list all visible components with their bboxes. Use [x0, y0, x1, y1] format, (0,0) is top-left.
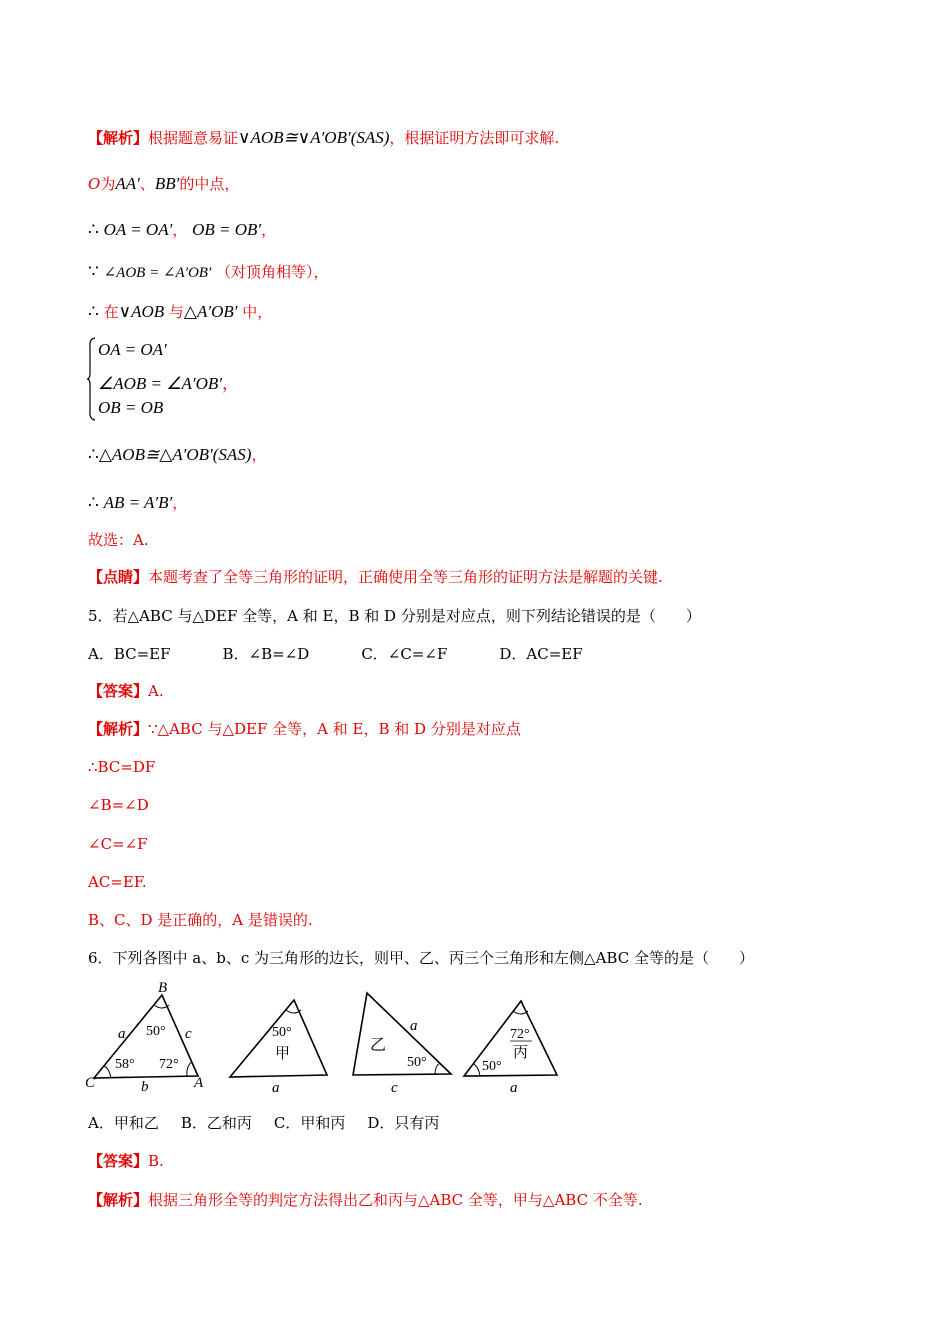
ab-conclusion — [88, 493, 187, 513]
analysis-tag: 【解析】 — [88, 720, 149, 738]
analysis-step-4: AC=EF. — [88, 873, 147, 891]
triangle-abc — [85, 980, 204, 1095]
angle-a-label: 72° — [159, 1057, 179, 1072]
answer-value: A. — [148, 682, 164, 700]
congruence-expression: △AOB≅△A′OB′(SAS) — [98, 445, 252, 464]
analysis-text: 根据题意易证 — [148, 129, 239, 147]
point-o: O — [88, 175, 101, 193]
equation-ab: AB = A′B′ — [103, 493, 173, 512]
vertical-angles-statement — [88, 262, 329, 283]
question-5-answer — [88, 681, 164, 701]
analysis-paragraph-1 — [88, 128, 559, 148]
separator: 、 — [139, 175, 155, 193]
because-symbol: ∵ — [88, 262, 99, 281]
comment-tag: 【点睛】 — [88, 568, 149, 586]
option-d: D．只有丙 — [367, 1114, 440, 1132]
side-a-label: a — [118, 1026, 126, 1042]
system-line-2 — [98, 369, 239, 394]
therefore-symbol: ∴ — [88, 445, 99, 464]
equation-oa: OA = OA′ — [103, 220, 173, 239]
system-line-3: OB = OB — [98, 398, 164, 417]
separator: ， — [261, 221, 277, 239]
equation-ob: OB = OB′ — [192, 220, 262, 239]
jia-name: 甲 — [275, 1046, 291, 1062]
side-c-label: c — [185, 1026, 192, 1042]
midpoint-statement — [88, 174, 239, 194]
segment-bb: BB′ — [154, 174, 180, 193]
angle-c-label: 58° — [115, 1057, 135, 1072]
reason-text: （对顶角相等）， — [216, 263, 329, 281]
analysis-tag: 【解析】 — [88, 1191, 149, 1209]
triangle-a-ob: △A′OB′ — [183, 302, 238, 321]
analysis-step-3: ∠C=∠F — [88, 835, 148, 853]
side-b-label: b — [141, 1079, 149, 1095]
triangle-yi — [353, 993, 451, 1096]
congruence-conclusion — [88, 445, 266, 465]
vertex-c: C — [85, 1075, 96, 1091]
jia-angle-label: 50° — [272, 1025, 292, 1040]
vertex-a: A — [194, 1075, 204, 1091]
triangle-figure — [80, 978, 570, 1098]
yi-name: 乙 — [370, 1037, 387, 1054]
analysis-tag: 【解析】 — [88, 129, 149, 147]
equal-segments-statement — [88, 220, 276, 240]
therefore-symbol: ∴ — [88, 220, 99, 239]
comment-paragraph — [88, 567, 663, 587]
text: 的中点， — [179, 175, 240, 193]
separator: ， — [172, 494, 188, 512]
analysis-step-1: ∴BC=DF — [88, 758, 156, 776]
option-b: B．乙和丙 — [180, 1114, 252, 1132]
angle-equation: ∠AOB = ∠A′OB′ — [103, 265, 212, 281]
system-angle-equation: ∠AOB = ∠A′OB′ — [98, 374, 222, 393]
question-6-analysis — [88, 1190, 643, 1210]
answer-value: B. — [148, 1152, 164, 1170]
bing-name: 丙 — [513, 1045, 529, 1061]
option-c: C．∠C=∠F — [361, 645, 448, 663]
bing-angle-top-label: 72° — [510, 1027, 530, 1042]
analysis-text: 根据三角形全等的判定方法得出乙和丙与△ABC 全等，甲与△ABC 不全等. — [148, 1191, 643, 1209]
therefore-symbol: ∴ — [88, 493, 99, 512]
analysis-text: ∵△ABC 与△DEF 全等，A 和 E，B 和 D 分别是对应点 — [148, 720, 521, 738]
answer-tag: 【答案】 — [88, 1152, 149, 1170]
analysis-conclusion: B、C、D 是正确的，A 是错误的. — [88, 911, 313, 929]
text: 中， — [242, 303, 273, 321]
triangle-bing — [464, 1001, 557, 1096]
option-c: C．甲和丙 — [273, 1114, 346, 1132]
question-6-answer — [88, 1151, 164, 1171]
therefore-symbol: ∴ — [88, 302, 99, 321]
left-brace — [86, 337, 96, 421]
in-triangles-statement — [88, 302, 272, 322]
option-a: A．甲和乙 — [88, 1114, 159, 1132]
separator: ， — [221, 374, 239, 393]
question-6-options — [88, 1113, 461, 1133]
system-line-1: OA = OA′ — [98, 340, 167, 359]
question-6-stem: 6．下列各图中 a、b、c 为三角形的边长，则甲、乙、丙三个三角形和左侧△ABC 全等的是（ ） — [88, 949, 754, 967]
separator: ， — [251, 446, 267, 464]
segment-aa: AA′ — [115, 174, 140, 193]
congruence-expression: ∨AOB≅∨A′OB′(SAS) — [238, 128, 390, 147]
analysis-text: ，根据证明方法即可求解. — [389, 129, 560, 147]
bing-side-label: a — [510, 1080, 518, 1096]
option-d: D．AC=EF — [499, 645, 583, 663]
text: 与 — [168, 303, 184, 321]
comment-text: 本题考查了全等三角形的证明，正确使用全等三角形的证明方法是解题的关键. — [148, 568, 663, 586]
vertex-b: B — [158, 980, 168, 996]
analysis-step-2: ∠B=∠D — [88, 796, 149, 814]
yi-side-c-label: c — [391, 1080, 398, 1096]
triangle-jia — [230, 1000, 327, 1096]
jia-side-label: a — [272, 1080, 280, 1096]
triangle-aob: ∨AOB — [118, 302, 165, 321]
question-5-analysis — [88, 719, 521, 739]
text: 在 — [103, 303, 119, 321]
question-5-options — [88, 644, 635, 664]
question-5-stem: 5．若△ABC 与△DEF 全等，A 和 E，B 和 D 分别是对应点，则下列结论错误的是（ ） — [88, 607, 701, 625]
yi-side-a-label: a — [410, 1018, 418, 1034]
answer-choice: 故选：A. — [88, 531, 149, 549]
separator: ， — [172, 221, 188, 239]
answer-tag: 【答案】 — [88, 682, 149, 700]
option-b: B．∠B=∠D — [222, 645, 310, 663]
option-a: A．BC=EF — [88, 645, 171, 663]
angle-b-label: 50° — [146, 1024, 166, 1039]
bing-angle-bottom-label: 50° — [482, 1059, 502, 1074]
yi-angle-label: 50° — [407, 1055, 427, 1070]
text: 为 — [100, 175, 116, 193]
